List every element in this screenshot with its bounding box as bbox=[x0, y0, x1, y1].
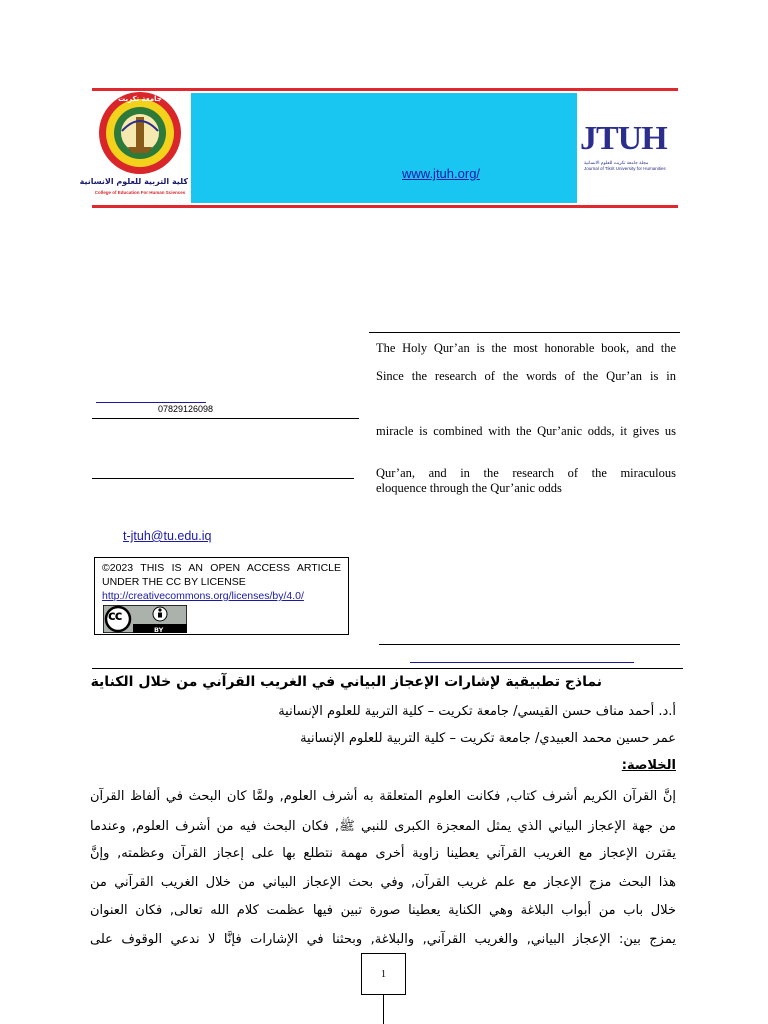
english-abstract-line-3: miracle is combined with the Qur’anic odds, it gives us bbox=[376, 424, 676, 438]
email-link[interactable]: t-jtuh@tu.edu.iq bbox=[123, 529, 212, 543]
journal-logo-subtitle-en: Journal of Tikrit University for Humanities bbox=[584, 166, 666, 171]
college-logo-top-text: جامعة تكريت bbox=[118, 95, 162, 103]
college-logo bbox=[79, 91, 188, 201]
phone-number: 07829126098 bbox=[158, 404, 214, 414]
english-abstract-line-1: The Holy Qur’an is the most honorable book, and the bbox=[376, 341, 676, 355]
license-line-1: ©2023 THIS IS AN OPEN ACCESS ARTICLE bbox=[102, 562, 341, 574]
arabic-title: نماذج تطبيقية لإشارات الإعجاز البياني في الغريب القرآني من خلال الكناية bbox=[90, 674, 602, 690]
abstract-body-line: خلال باب من أبواب البلاغة وهي الكناية يعطينا صورة تبين فيها عظمت كلام الله تعالى, فكان العنوان bbox=[90, 903, 676, 918]
left-rule-1 bbox=[92, 418, 359, 419]
license-box bbox=[94, 557, 349, 635]
journal-logo-subtitle-ar: مجلة جامعة تكريت للعلوم الانسانية bbox=[584, 160, 649, 165]
college-logo-caption-en: College of Education For Human Sciences bbox=[94, 190, 186, 195]
page-number-stem bbox=[383, 995, 384, 1024]
license-link[interactable]: http://creativecommons.org/licenses/by/4.0/ bbox=[102, 590, 304, 602]
english-abstract-line-2: Since the research of the words of the Qur’an is in bbox=[376, 369, 676, 383]
abstract-top-rule bbox=[369, 332, 680, 333]
header-banner bbox=[191, 93, 577, 203]
abstract-body-line: إنَّ القرآن الكريم أشرف كتاب, فكانت العلوم المتعلقة به أشرف العلوم, ولمَّا كان البحث في ألفاظ القرآن bbox=[90, 789, 676, 804]
abstract-body-line: من جهة الإعجاز البياني الذي يمثل المعجزة الكبرى للنبي ﷺ, فكان البحث فيه من أشرف العلوم, وعندما bbox=[90, 819, 676, 834]
cc-badge-text: cc bbox=[108, 609, 122, 624]
english-abstract-line-4b: eloquence through the Qur’anic odds bbox=[376, 481, 562, 495]
by-badge-text: BY bbox=[154, 626, 164, 634]
left-rule-2 bbox=[92, 478, 354, 479]
full-width-rule bbox=[92, 668, 683, 669]
abstract-body-line: يقترن الإعجاز مع الغريب القرآني يعطينا زاوية أخرى مهمة نتطلع بها على إعجاز القرآن وعظمته, وإنَّ bbox=[90, 846, 676, 861]
abstract-heading: الخلاصة: bbox=[621, 758, 676, 773]
journal-url-link[interactable]: www.jtuh.org/ bbox=[402, 166, 481, 181]
english-abstract-line-4a: Qur’an, and in the research of the miraculous bbox=[376, 466, 676, 480]
blue-short-rule bbox=[96, 402, 206, 403]
author-1: أ.د. أحمد مناف حسن القيسي/ جامعة تكريت – كلية التربية للعلوم الإنسانية bbox=[278, 704, 676, 719]
cc-by-badge[interactable] bbox=[103, 605, 187, 633]
blue-rule bbox=[410, 662, 634, 663]
college-logo-caption-ar: كلية التربية للعلوم الانسانية bbox=[79, 177, 188, 186]
license-line-2: UNDER THE CC BY LICENSE bbox=[102, 576, 246, 588]
abstract-body-line: يمزج بين: الإعجاز البياني, والغريب القرآني, والبلاغة, وبحثنا في الإشارات فإنَّا لا ندعي الوقوف على bbox=[90, 932, 676, 947]
journal-logo-text: JTUH bbox=[580, 120, 667, 157]
journal-logo bbox=[580, 122, 678, 172]
abstract-body-line: هذا البحث مزج الإعجاز مع علم غريب القرآن, وفي بحث الإعجاز البياني من خلال الغريب القرآني من bbox=[90, 875, 676, 890]
right-rule bbox=[379, 644, 680, 645]
author-2: عمر حسين محمد العبيدي/ جامعة تكريت – كلية التربية للعلوم الإنسانية bbox=[300, 731, 676, 746]
header-bottom-rule bbox=[92, 205, 678, 208]
page-number: 1 bbox=[361, 953, 406, 995]
